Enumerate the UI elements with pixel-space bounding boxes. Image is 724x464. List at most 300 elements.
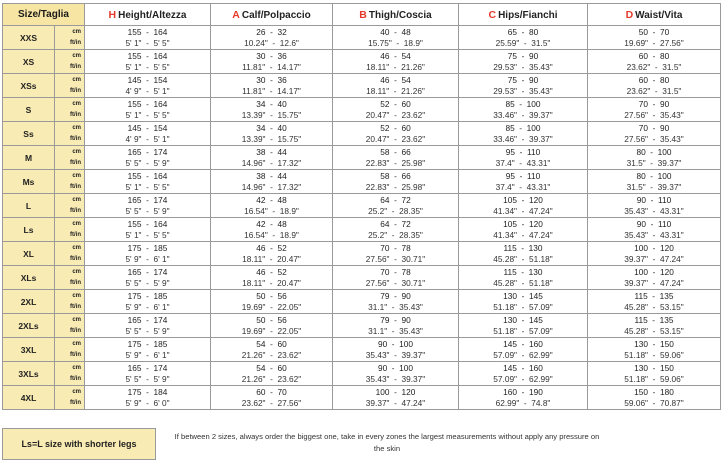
- value-cm: 38 - 44: [256, 171, 287, 181]
- measurement-cell: [459, 266, 588, 290]
- table-row: [3, 386, 721, 410]
- unit-cm: cm: [72, 341, 81, 347]
- measurement-cell: [333, 50, 459, 74]
- value-imperial: 37.4" - 43.31": [495, 157, 551, 168]
- value-imperial: 20.47" - 23.62": [365, 109, 426, 120]
- measurement-cell: [211, 314, 333, 338]
- value-cm: 50 - 56: [256, 291, 287, 301]
- header-label: Thigh/Coscia: [368, 9, 432, 21]
- value-imperial: 57.09" - 62.99": [493, 349, 553, 360]
- value-cm: 130 - 145: [503, 291, 543, 301]
- unit-labels: [55, 362, 85, 386]
- value-cm: 79 - 90: [380, 315, 411, 325]
- value-imperial: 39.37" - 47.24": [624, 277, 684, 288]
- value-imperial: 5' 9" - 6' 1": [125, 349, 170, 360]
- value-imperial: 5' 1" - 5' 5": [125, 61, 170, 72]
- measurement-cell: [333, 146, 459, 170]
- unit-labels: [55, 194, 85, 218]
- value-cm: 95 - 110: [505, 147, 541, 157]
- size-label: 4XL: [3, 386, 55, 410]
- unit-ftin: ft/in: [70, 63, 81, 70]
- header-letter: H: [108, 8, 117, 21]
- table-row: [3, 98, 721, 122]
- measurement-cell: [211, 74, 333, 98]
- unit-labels: [55, 218, 85, 242]
- value-imperial: 23.62" - 31.5": [626, 61, 682, 72]
- unit-labels: [55, 146, 85, 170]
- value-cm: 26 - 32: [256, 27, 287, 37]
- header-letter: B: [359, 8, 367, 21]
- value-imperial: 41.34" - 47.24": [493, 229, 553, 240]
- value-cm: 34 - 40: [256, 123, 287, 133]
- value-imperial: 11.81" - 14.17": [242, 61, 301, 72]
- value-cm: 70 - 78: [380, 267, 411, 277]
- unit-labels: [55, 242, 85, 266]
- measurement-cell: [588, 242, 721, 266]
- measurement-cell: [459, 386, 588, 410]
- value-imperial: 31.1" - 35.43": [368, 301, 423, 312]
- measurement-cell: [588, 98, 721, 122]
- value-imperial: 19.69" - 22.05": [241, 325, 302, 336]
- measurement-cell: [333, 194, 459, 218]
- table-row: [3, 266, 721, 290]
- value-imperial: 29.53" - 35.43": [493, 61, 553, 72]
- measurement-cell: [211, 50, 333, 74]
- value-imperial: 51.18" - 59.06": [624, 373, 684, 384]
- measurement-cell: [85, 242, 211, 266]
- unit-labels: [55, 290, 85, 314]
- value-cm: 60 - 70: [256, 387, 287, 397]
- header-label: Hips/Fianchi: [498, 9, 558, 21]
- value-cm: 175 - 185: [127, 243, 168, 253]
- measurement-cell: [85, 50, 211, 74]
- unit-labels: [55, 50, 85, 74]
- measurement-cell: [85, 26, 211, 50]
- value-cm: 100 - 120: [375, 387, 416, 397]
- shorter-legs-note: Ls=L size with shorter legs: [2, 428, 156, 460]
- measurement-cell: [333, 242, 459, 266]
- value-cm: 155 - 164: [127, 99, 168, 109]
- unit-ftin: ft/in: [70, 111, 81, 118]
- value-cm: 54 - 60: [256, 339, 287, 349]
- value-cm: 79 - 90: [380, 291, 411, 301]
- value-cm: 58 - 66: [380, 147, 411, 157]
- value-imperial: 27.56" - 35.43": [624, 109, 684, 120]
- value-imperial: 23.62" - 27.56": [241, 397, 302, 408]
- unit-labels: [55, 122, 85, 146]
- value-imperial: 16.54" - 18.9": [244, 229, 299, 240]
- value-cm: 52 - 60: [380, 99, 411, 109]
- value-cm: 52 - 60: [380, 123, 411, 133]
- measurement-cell: [333, 266, 459, 290]
- unit-cm: cm: [72, 149, 81, 155]
- measurement-cell: [85, 290, 211, 314]
- header-letter: C: [488, 8, 497, 21]
- value-imperial: 39.37" - 47.24": [365, 397, 426, 408]
- value-cm: 70 - 90: [638, 123, 670, 133]
- measurement-cell: [333, 338, 459, 362]
- measurement-cell: [85, 146, 211, 170]
- table-row: [3, 290, 721, 314]
- value-cm: 155 - 164: [127, 51, 168, 61]
- value-imperial: 29.53" - 35.43": [493, 85, 553, 96]
- value-cm: 90 - 100: [377, 363, 414, 373]
- value-cm: 145 - 154: [127, 123, 168, 133]
- table-row: [3, 146, 721, 170]
- unit-labels: [55, 314, 85, 338]
- value-cm: 46 - 52: [256, 243, 287, 253]
- unit-ftin: ft/in: [70, 87, 81, 94]
- measurement-cell: [459, 122, 588, 146]
- value-imperial: 5' 5" - 5' 9": [125, 325, 170, 336]
- unit-labels: [55, 386, 85, 410]
- value-cm: 40 - 48: [380, 27, 411, 37]
- unit-cm: cm: [72, 245, 81, 251]
- value-cm: 165 - 174: [127, 363, 168, 373]
- value-cm: 70 - 78: [380, 243, 411, 253]
- value-imperial: 51.18" - 57.09": [493, 325, 553, 336]
- header-height: [85, 4, 211, 26]
- measurement-cell: [211, 362, 333, 386]
- value-cm: 85 - 100: [505, 123, 541, 133]
- header-hips: [459, 4, 588, 26]
- value-cm: 130 - 150: [634, 339, 674, 349]
- measurement-cell: [459, 146, 588, 170]
- value-imperial: 39.37" - 47.24": [624, 253, 684, 264]
- measurement-cell: [459, 74, 588, 98]
- measurement-cell: [588, 314, 721, 338]
- measurement-cell: [333, 314, 459, 338]
- measurement-cell: [333, 122, 459, 146]
- value-imperial: 5' 1" - 5' 5": [125, 229, 170, 240]
- value-imperial: 23.62" - 31.5": [626, 85, 682, 96]
- header-size: Size/Taglia: [3, 4, 85, 26]
- value-imperial: 21.26" - 23.62": [241, 349, 302, 360]
- size-label: XXS: [3, 26, 55, 50]
- size-label: XS: [3, 50, 55, 74]
- value-imperial: 5' 9" - 6' 1": [125, 253, 170, 264]
- unit-labels: [55, 26, 85, 50]
- size-label: 2XLs: [3, 314, 55, 338]
- size-label: XLs: [3, 266, 55, 290]
- unit-ftin: ft/in: [70, 231, 81, 238]
- measurement-cell: [588, 218, 721, 242]
- value-imperial: 27.56" - 30.71": [365, 253, 426, 264]
- header-calf: [211, 4, 333, 26]
- unit-ftin: ft/in: [70, 375, 81, 382]
- value-imperial: 25.2" - 28.35": [368, 205, 423, 216]
- value-cm: 64 - 72: [380, 219, 411, 229]
- unit-cm: cm: [72, 317, 81, 323]
- value-imperial: 19.69" - 27.56": [624, 37, 684, 48]
- table-row: [3, 338, 721, 362]
- value-cm: 80 - 100: [636, 171, 672, 181]
- measurement-cell: [459, 338, 588, 362]
- unit-ftin: ft/in: [70, 399, 81, 406]
- value-imperial: 18.11" - 20.47": [242, 253, 301, 264]
- header-letter: A: [232, 8, 240, 21]
- size-label: 3XLs: [3, 362, 55, 386]
- unit-ftin: ft/in: [70, 207, 81, 214]
- value-imperial: 35.43" - 43.31": [624, 229, 684, 240]
- value-imperial: 45.28" - 51.18": [493, 253, 553, 264]
- value-cm: 70 - 90: [638, 99, 670, 109]
- unit-cm: cm: [72, 293, 81, 299]
- unit-ftin: ft/in: [70, 255, 81, 262]
- measurement-cell: [588, 50, 721, 74]
- header-letter: D: [625, 8, 634, 21]
- measurement-cell: [333, 26, 459, 50]
- unit-cm: cm: [72, 269, 81, 275]
- measurement-cell: [211, 242, 333, 266]
- header-label: Calf/Polpaccio: [241, 9, 311, 21]
- value-cm: 155 - 164: [127, 27, 168, 37]
- measurement-cell: [211, 170, 333, 194]
- value-cm: 130 - 150: [634, 363, 674, 373]
- measurement-cell: [333, 98, 459, 122]
- measurement-cell: [459, 26, 588, 50]
- header-label: Waist/Vita: [635, 9, 683, 21]
- value-imperial: 25.2" - 28.35": [368, 229, 423, 240]
- table-row: [3, 242, 721, 266]
- table-row: [3, 170, 721, 194]
- measurement-cell: [459, 362, 588, 386]
- value-cm: 65 - 80: [507, 27, 539, 37]
- measurement-cell: [588, 26, 721, 50]
- unit-labels: [55, 74, 85, 98]
- footer: [2, 428, 718, 460]
- value-imperial: 35.43" - 39.37": [365, 349, 426, 360]
- value-cm: 145 - 160: [503, 339, 543, 349]
- size-label: S: [3, 98, 55, 122]
- value-cm: 50 - 70: [638, 27, 670, 37]
- unit-labels: [55, 98, 85, 122]
- value-cm: 155 - 164: [127, 219, 168, 229]
- size-label: XSs: [3, 74, 55, 98]
- value-cm: 42 - 48: [256, 195, 287, 205]
- size-table-body: [3, 26, 721, 410]
- value-imperial: 31.5" - 39.37": [626, 157, 682, 168]
- value-cm: 100 - 120: [634, 267, 674, 277]
- measurement-cell: [211, 266, 333, 290]
- value-imperial: 5' 5" - 5' 9": [125, 157, 170, 168]
- value-cm: 165 - 174: [127, 267, 168, 277]
- value-cm: 90 - 110: [636, 195, 672, 205]
- value-cm: 90 - 100: [377, 339, 414, 349]
- value-cm: 100 - 120: [634, 243, 674, 253]
- value-cm: 46 - 54: [380, 75, 411, 85]
- unit-ftin: ft/in: [70, 135, 81, 142]
- value-cm: 54 - 60: [256, 363, 287, 373]
- table-row: [3, 362, 721, 386]
- value-imperial: 45.28" - 51.18": [493, 277, 553, 288]
- table-row: [3, 218, 721, 242]
- value-cm: 34 - 40: [256, 99, 287, 109]
- measurement-cell: [211, 122, 333, 146]
- measurement-cell: [588, 290, 721, 314]
- value-cm: 175 - 185: [127, 291, 168, 301]
- value-cm: 175 - 185: [127, 339, 168, 349]
- unit-labels: [55, 266, 85, 290]
- measurement-cell: [211, 98, 333, 122]
- size-label: M: [3, 146, 55, 170]
- header-waist: [588, 4, 721, 26]
- value-cm: 105 - 120: [503, 219, 543, 229]
- measurement-cell: [211, 338, 333, 362]
- value-cm: 115 - 130: [503, 243, 543, 253]
- unit-ftin: ft/in: [70, 39, 81, 46]
- measurement-cell: [588, 266, 721, 290]
- size-label: Ms: [3, 170, 55, 194]
- measurement-cell: [85, 98, 211, 122]
- unit-ftin: ft/in: [70, 327, 81, 334]
- unit-ftin: ft/in: [70, 351, 81, 358]
- measurement-cell: [588, 362, 721, 386]
- value-imperial: 5' 5" - 5' 9": [125, 277, 170, 288]
- header-label: Height/Altezza: [118, 9, 187, 21]
- value-cm: 64 - 72: [380, 195, 411, 205]
- measurement-cell: [459, 314, 588, 338]
- value-cm: 50 - 56: [256, 315, 287, 325]
- value-cm: 165 - 174: [127, 315, 168, 325]
- measurement-cell: [85, 122, 211, 146]
- unit-cm: cm: [72, 221, 81, 227]
- value-imperial: 21.26" - 23.62": [241, 373, 302, 384]
- value-imperial: 22.83" - 25.98": [365, 157, 426, 168]
- measurement-cell: [85, 194, 211, 218]
- measurement-cell: [459, 218, 588, 242]
- value-imperial: 18.11" - 21.26": [366, 85, 425, 96]
- value-imperial: 59.06" - 70.87": [624, 397, 684, 408]
- measurement-cell: [459, 194, 588, 218]
- table-row: [3, 26, 721, 50]
- measurement-cell: [588, 74, 721, 98]
- unit-ftin: ft/in: [70, 279, 81, 286]
- value-imperial: 13.39" - 15.75": [241, 133, 302, 144]
- unit-cm: cm: [72, 173, 81, 179]
- value-cm: 150 - 180: [634, 387, 674, 397]
- unit-cm: cm: [72, 53, 81, 59]
- value-imperial: 10.24" - 12.6": [244, 37, 299, 48]
- value-cm: 165 - 174: [127, 195, 168, 205]
- value-cm: 75 - 90: [507, 75, 539, 85]
- unit-cm: cm: [72, 101, 81, 107]
- value-cm: 85 - 100: [505, 99, 541, 109]
- value-imperial: 20.47" - 23.62": [365, 133, 426, 144]
- measurement-cell: [333, 170, 459, 194]
- sizing-advice: If between 2 sizes, always order the biggest one, take in every zones the largest measurements without apply any pressure on the skin: [174, 432, 600, 453]
- value-cm: 105 - 120: [503, 195, 543, 205]
- value-imperial: 11.81" - 14.17": [242, 85, 301, 96]
- size-chart: [2, 3, 721, 410]
- value-imperial: 37.4" - 43.31": [495, 181, 551, 192]
- measurement-cell: [211, 218, 333, 242]
- unit-cm: cm: [72, 29, 81, 35]
- unit-cm: cm: [72, 77, 81, 83]
- value-cm: 165 - 174: [127, 147, 168, 157]
- value-imperial: 5' 9" - 6' 0": [125, 397, 170, 408]
- size-table: [2, 3, 721, 410]
- value-imperial: 45.28" - 53.15": [624, 301, 684, 312]
- table-row: [3, 122, 721, 146]
- value-imperial: 5' 1" - 5' 5": [125, 181, 170, 192]
- value-imperial: 27.56" - 30.71": [365, 277, 426, 288]
- value-imperial: 4' 9" - 5' 1": [125, 85, 170, 96]
- unit-cm: cm: [72, 125, 81, 131]
- value-imperial: 35.43" - 39.37": [365, 373, 426, 384]
- value-imperial: 5' 9" - 6' 1": [125, 301, 170, 312]
- measurement-cell: [333, 362, 459, 386]
- value-imperial: 62.99" - 74.8": [495, 397, 551, 408]
- value-cm: 145 - 154: [127, 75, 168, 85]
- header-thigh: [333, 4, 459, 26]
- value-imperial: 5' 1" - 5' 5": [125, 37, 170, 48]
- measurement-cell: [85, 266, 211, 290]
- unit-cm: cm: [72, 197, 81, 203]
- measurement-cell: [85, 74, 211, 98]
- value-imperial: 16.54" - 18.9": [244, 205, 299, 216]
- value-imperial: 33.46" - 39.37": [493, 133, 553, 144]
- measurement-cell: [211, 146, 333, 170]
- value-imperial: 4' 9" - 5' 1": [125, 133, 170, 144]
- value-cm: 95 - 110: [505, 171, 541, 181]
- table-row: [3, 74, 721, 98]
- value-imperial: 5' 5" - 5' 9": [125, 205, 170, 216]
- value-cm: 130 - 145: [503, 315, 543, 325]
- value-cm: 42 - 48: [256, 219, 287, 229]
- value-imperial: 22.83" - 25.98": [365, 181, 426, 192]
- value-cm: 58 - 66: [380, 171, 411, 181]
- value-cm: 30 - 36: [256, 75, 287, 85]
- value-cm: 145 - 160: [503, 363, 543, 373]
- size-label: L: [3, 194, 55, 218]
- value-cm: 75 - 90: [507, 51, 539, 61]
- value-cm: 90 - 110: [636, 219, 672, 229]
- measurement-cell: [211, 194, 333, 218]
- measurement-cell: [588, 170, 721, 194]
- value-cm: 160 - 190: [503, 387, 543, 397]
- value-imperial: 35.43" - 43.31": [624, 205, 684, 216]
- value-imperial: 18.11" - 21.26": [366, 61, 425, 72]
- measurement-cell: [588, 338, 721, 362]
- value-imperial: 51.18" - 57.09": [493, 301, 553, 312]
- value-cm: 60 - 80: [638, 51, 670, 61]
- measurement-cell: [459, 170, 588, 194]
- value-cm: 46 - 52: [256, 267, 287, 277]
- value-imperial: 31.5" - 39.37": [626, 181, 682, 192]
- unit-cm: cm: [72, 389, 81, 395]
- measurement-cell: [85, 362, 211, 386]
- value-imperial: 41.34" - 47.24": [493, 205, 553, 216]
- table-row: [3, 50, 721, 74]
- value-cm: 115 - 135: [634, 291, 674, 301]
- unit-ftin: ft/in: [70, 303, 81, 310]
- value-cm: 115 - 135: [634, 315, 674, 325]
- value-imperial: 31.1" - 35.43": [368, 325, 423, 336]
- value-cm: 175 - 184: [127, 387, 168, 397]
- value-imperial: 19.69" - 22.05": [241, 301, 302, 312]
- value-cm: 80 - 100: [636, 147, 672, 157]
- measurement-cell: [333, 386, 459, 410]
- measurement-cell: [333, 290, 459, 314]
- measurement-cell: [211, 386, 333, 410]
- value-imperial: 25.59" - 31.5": [495, 37, 551, 48]
- unit-ftin: ft/in: [70, 159, 81, 166]
- value-cm: 155 - 164: [127, 171, 168, 181]
- measurement-cell: [85, 338, 211, 362]
- measurement-cell: [459, 242, 588, 266]
- unit-ftin: ft/in: [70, 183, 81, 190]
